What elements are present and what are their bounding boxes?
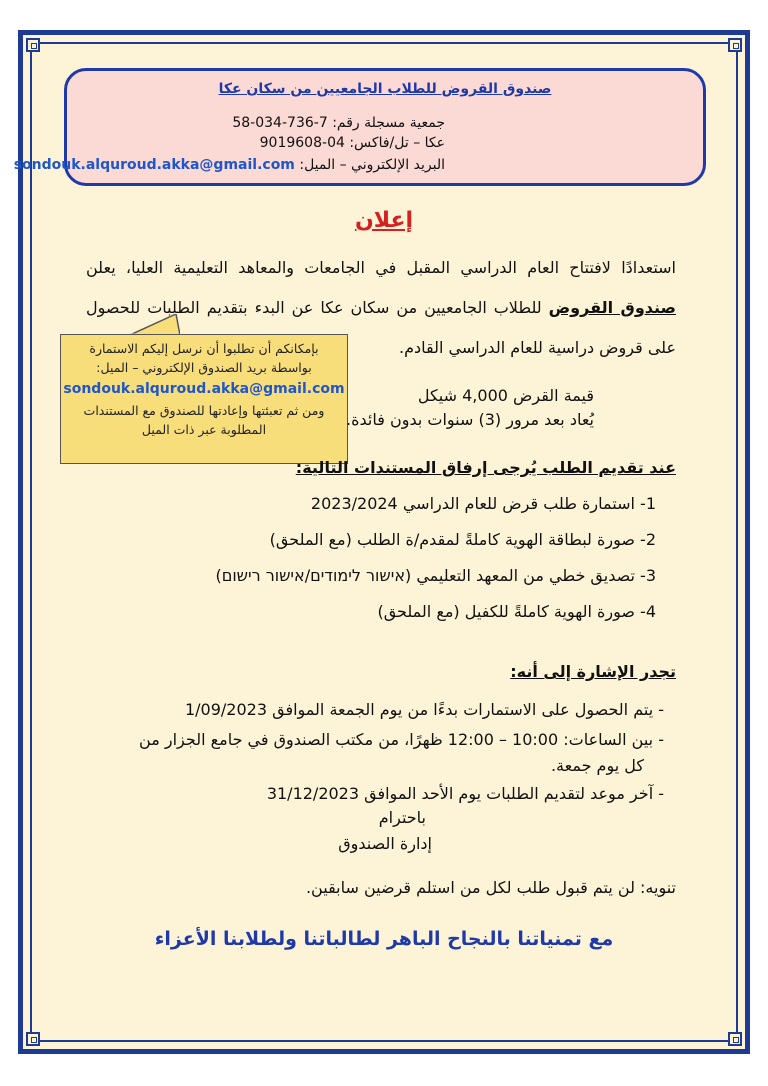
note-line-3: ومن ثم تعبئتها وإعادتها للصندوق مع المستندات xyxy=(83,403,325,418)
note-item: - آخر موعد لتقديم الطلبات يوم الأحد الموافق 31/12/2023 xyxy=(266,784,664,803)
fund-name: صندوق القروض للطلاب الجامعيين من سكان عكا xyxy=(218,81,552,97)
note-email-link[interactable]: sondouk.alquroud.akka@gmail.com xyxy=(63,381,345,397)
registration-number: جمعية مسجلة رقم: 7-736-034-58 xyxy=(232,115,445,131)
signature: إدارة الصندوق xyxy=(338,834,432,853)
note-line-2: بواسطة بريد الصندوق الإلكتروني – الميل: xyxy=(96,360,312,375)
note-line-4: المطلوبة عبر ذات الميل xyxy=(141,422,267,437)
email-callout-note xyxy=(60,334,348,464)
document-item: 2- صورة لبطاقة الهوية كاملةً لمقدم/ة الطلب (مع الملحق) xyxy=(269,530,656,549)
documents-heading: عند تقديم الطلب يُرجى إرفاق المستندات التالية: xyxy=(295,458,676,477)
notes-heading: تجدر الإشارة إلى أنه: xyxy=(510,662,676,681)
closing-wishes: مع تمنياتنا بالنجاح الباهر لطالباتنا ولطلابنا الأعزاء xyxy=(154,928,614,950)
announcement-title: إعلان xyxy=(354,208,414,233)
intro-fund-name: صندوق القروض xyxy=(548,298,677,317)
note-line-1: بإمكانكم أن تطلبوا أن نرسل إليكم الاستمارة xyxy=(89,341,319,356)
regards: باحترام xyxy=(378,808,426,827)
intro-text-1: استعدادًا لافتتاح العام الدراسي المقبل في الجامعات والمعاهد التعليمية العليا، يعلن xyxy=(86,258,676,277)
document-item: 1- استمارة طلب قرض للعام الدراسي 2023/2024 xyxy=(310,494,656,513)
corner-ornament xyxy=(26,1032,40,1046)
callout-tail xyxy=(130,314,180,336)
document-item: 4- صورة الهوية كاملةً للكفيل (مع الملحق) xyxy=(377,602,656,621)
corner-ornament xyxy=(26,38,40,52)
email-label: البريد الإلكتروني – الميل: xyxy=(294,157,445,173)
corner-ornament xyxy=(728,38,742,52)
header-email-link[interactable]: sondouk.alquroud.akka@gmail.com xyxy=(13,157,295,173)
warning-note: تنويه: لن يتم قبول طلب لكل من استلم قرضين سابقين. xyxy=(305,878,676,897)
phone-fax: عكا – تل/فاكس: 04-9019608 xyxy=(259,135,445,151)
note-item: - يتم الحصول على الاستمارات بدءًا من يوم الجمعة الموافق 1/09/2023 xyxy=(184,700,664,719)
loan-amount: قيمة القرض 4,000 شيكل xyxy=(417,386,594,405)
note-item: - بين الساعات: 10:00 – 12:00 ظهرًا، من مكتب الصندوق في جامع الجزار من xyxy=(139,730,664,749)
note-item-continued: كل يوم جمعة. xyxy=(550,756,644,775)
email-line xyxy=(14,157,445,173)
intro-text-2: للطلاب الجامعيين من سكان عكا عن البدء بتقديم الطلبات للحصول على قروض دراسية للعام الدراسي القادم. xyxy=(86,298,676,357)
header-box xyxy=(13,68,706,186)
corner-ornament xyxy=(728,1032,742,1046)
document-item: 3- تصديق خطي من المعهد التعليمي (אישור לימודים/אישור רישום) xyxy=(215,566,656,585)
repayment-terms: يُعاد بعد مرور (3) سنوات بدون فائدة. xyxy=(346,410,594,429)
